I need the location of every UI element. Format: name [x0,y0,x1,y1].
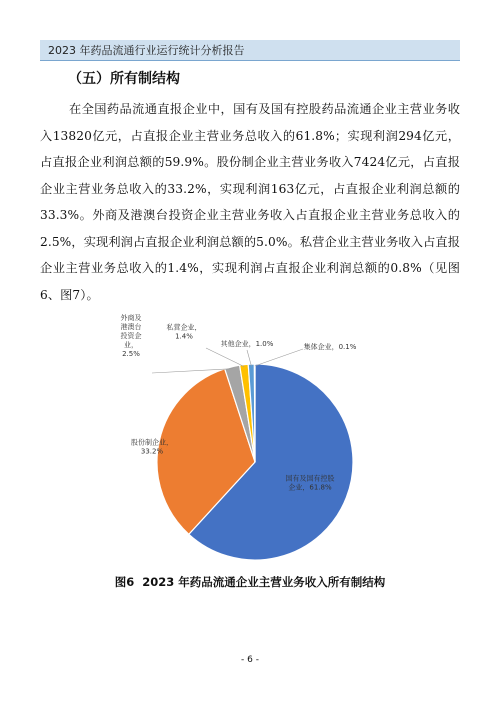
pie-slice-collective [254,364,255,462]
pie-label-private: 私营企业， 1.4% [166,323,202,341]
pie-slices [157,364,353,560]
pie-label-state-owned: 国有及国有控股企业，61.8% [285,474,335,492]
section-title: （五）所有制结构 [68,71,180,87]
pie-label-other: 其他企业，1.0% [220,340,274,348]
body-paragraph: 在全国药品流通直报企业中，国有及国有控股药品流通企业主营业务收入13820亿元，占直报企业主营业务总收入的61.8%；实现利润294亿元，占直报企业利润总额的59.9%。股份制企业主营业务收入7424亿元，占直报企业主营业务总收入的33.2%，实现利润163亿元，占直报企业利润总额的33.3%。外商及港澳台投资企业主营业务收入占直报企业主营业务总收入的2.5%，实现利润占直报企业利润总额的5.0%。私营企业主营业务收入占直报企业主营业务总收入的1.4%，实现利润占直报企业利润总额的0.8%（见图6、图7）。 [40,102,460,302]
ownership-pie-chart [100,314,400,570]
pie-label-joint-stock: 股份制企业， 33.2% [131,438,173,456]
pie-label-foreign-hk-macao-taiwan: 外商及港澳台投资企业， 2.5% [120,314,142,358]
leader-line-private [206,348,244,367]
figure-number: 图6 [114,575,135,589]
page-number: - 6 - [241,655,259,665]
figure-caption-text: 2023 年药品流通企业主营业务收入所有制结构 [142,575,386,589]
pie-label-collective: 集体企业，0.1% [303,343,357,351]
report-header [40,40,460,61]
report-header-title: 2023 年药品流通行业运行统计分析报告 [48,44,245,57]
figure-caption [0,574,500,590]
leader-line-collective [255,349,303,366]
